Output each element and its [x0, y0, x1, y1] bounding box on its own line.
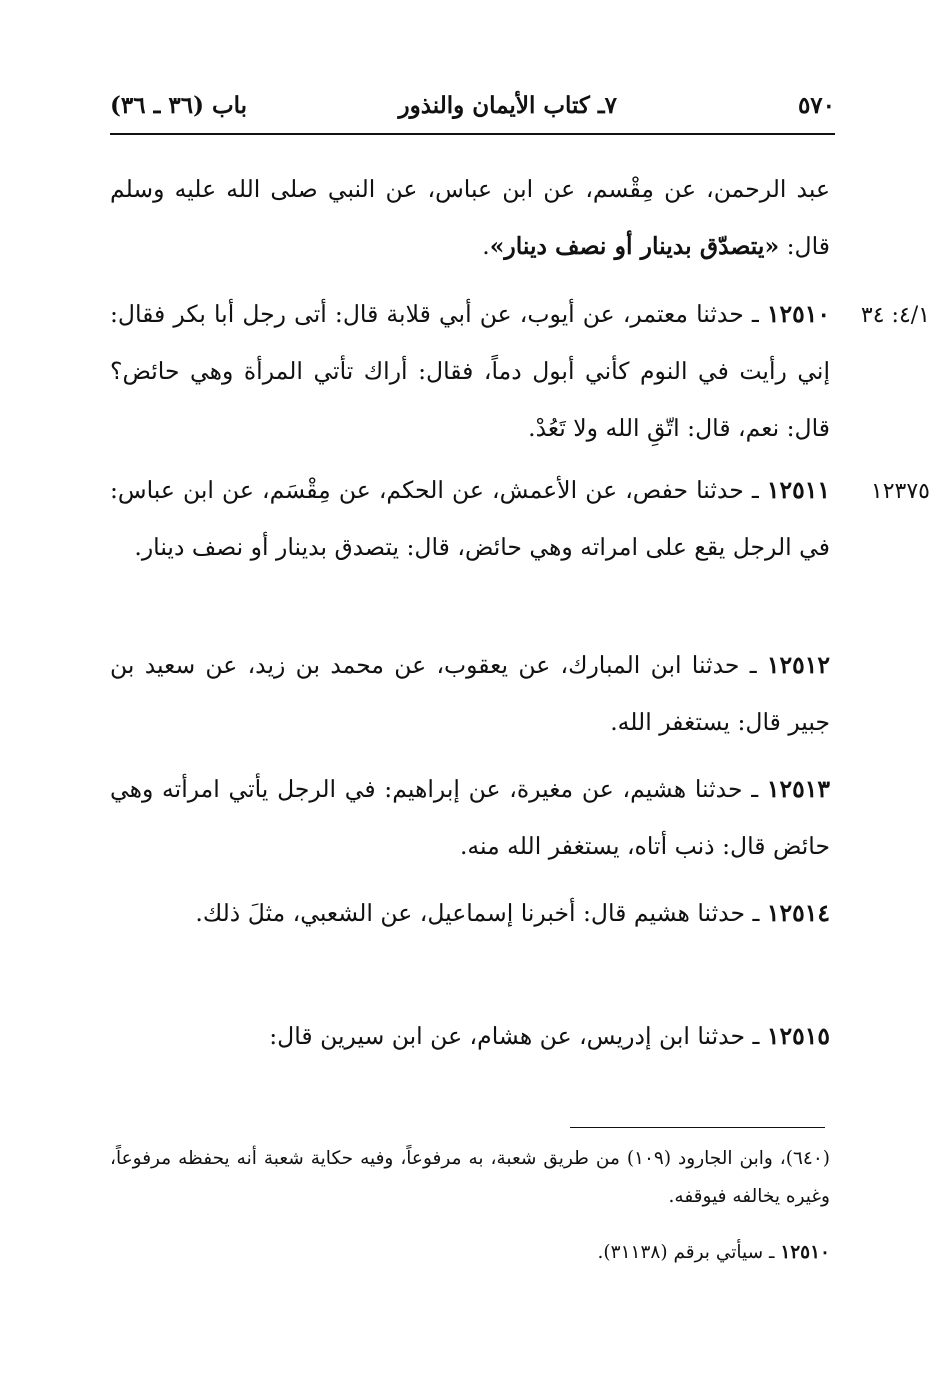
hadith-12512 [110, 637, 830, 751]
hadith-number: ١٢٥١٥ [766, 1022, 830, 1050]
hadith-number: ١٢٥١٤ [766, 899, 830, 927]
footnote-divider [570, 1127, 825, 1128]
hadith-number: ١٢٥١١ [766, 476, 830, 504]
hadith-text: ـ حدثنا حفص، عن الأعمش، عن الحكم، عن مِقْسَم، عن ابن عباس: في الرجل يقع على امراته وهي حائض، قال: يتصدق بدينار أو نصف دينار. [110, 476, 830, 561]
hadith-text: ـ حدثنا هشيم، عن مغيرة، عن إبراهيم: في الرجل يأتي امرأته وهي حائض قال: ذنب أتاه، يستغفر الله منه. [110, 775, 830, 860]
footnote [110, 1140, 830, 1216]
footnote-number: ١٢٥١٠ [780, 1242, 830, 1263]
hadith-12515 [110, 1008, 830, 1065]
footnote-text: ـ سيأتي برقم (٣١١٣٨). [597, 1242, 781, 1263]
paragraph-end: . [482, 232, 490, 260]
hadith-text: ـ حدثنا معتمر، عن أيوب، عن أبي قلابة قال: أتى رجل أبا بكر فقال: إني رأيت في النوم كأني أبول دماً، فقال: أراك تأتي المرأة وهي حائض؟ قال: نعم، قال: اتّقِ الله ولا تَعُدْ. [110, 300, 830, 442]
paragraph-continuation [110, 161, 830, 275]
page-number: ٥٧٠ [797, 92, 835, 119]
chapter-range: باب (٣٦ ـ ٣٦) [110, 92, 248, 119]
margin-reference: ١٢٣٧٥ [870, 479, 930, 504]
hadith-12513 [110, 761, 830, 875]
hadith-12514 [110, 885, 830, 942]
hadith-text: ـ حدثنا ابن المبارك، عن يعقوب، عن محمد بن زيد، عن سعيد بن جبير قال: يستغفر الله. [110, 651, 830, 736]
header-divider [110, 133, 835, 135]
hadith-text: ـ حدثنا ابن إدريس، عن هشام، عن ابن سيرين قال: [269, 1022, 767, 1050]
page-header [110, 86, 835, 130]
hadith-12511 [110, 462, 830, 576]
hadith-number: ١٢٥١٣ [766, 775, 830, 803]
footnote [110, 1234, 830, 1272]
hadith-number: ١٢٥١٠ [766, 300, 830, 328]
footnote-text: (٦٤٠)، وابن الجارود (١٠٩) من طريق شعبة، به مرفوعاً، وفيه حكاية شعبة أنه يحفظه مرفوعاً، وغيره يخالفه فيوقفه. [110, 1148, 830, 1207]
hadith-number: ١٢٥١٢ [766, 651, 830, 679]
paragraph-text: عبد الرحمن، عن مِقْسم، عن ابن عباس، عن النبي صلى الله عليه وسلم قال: [110, 175, 830, 260]
hadith-quote: «يتصدّق بدينار أو نصف دينار» [489, 232, 780, 260]
hadith-text: ـ حدثنا هشيم قال: أخبرنا إسماعيل، عن الشعبي، مثلَ ذلك. [195, 899, 767, 927]
margin-reference: ٤/١: ٣٤ [860, 303, 930, 328]
book-title: ٧ـ كتاب الأيمان والنذور [398, 92, 617, 119]
hadith-12510 [110, 286, 830, 457]
